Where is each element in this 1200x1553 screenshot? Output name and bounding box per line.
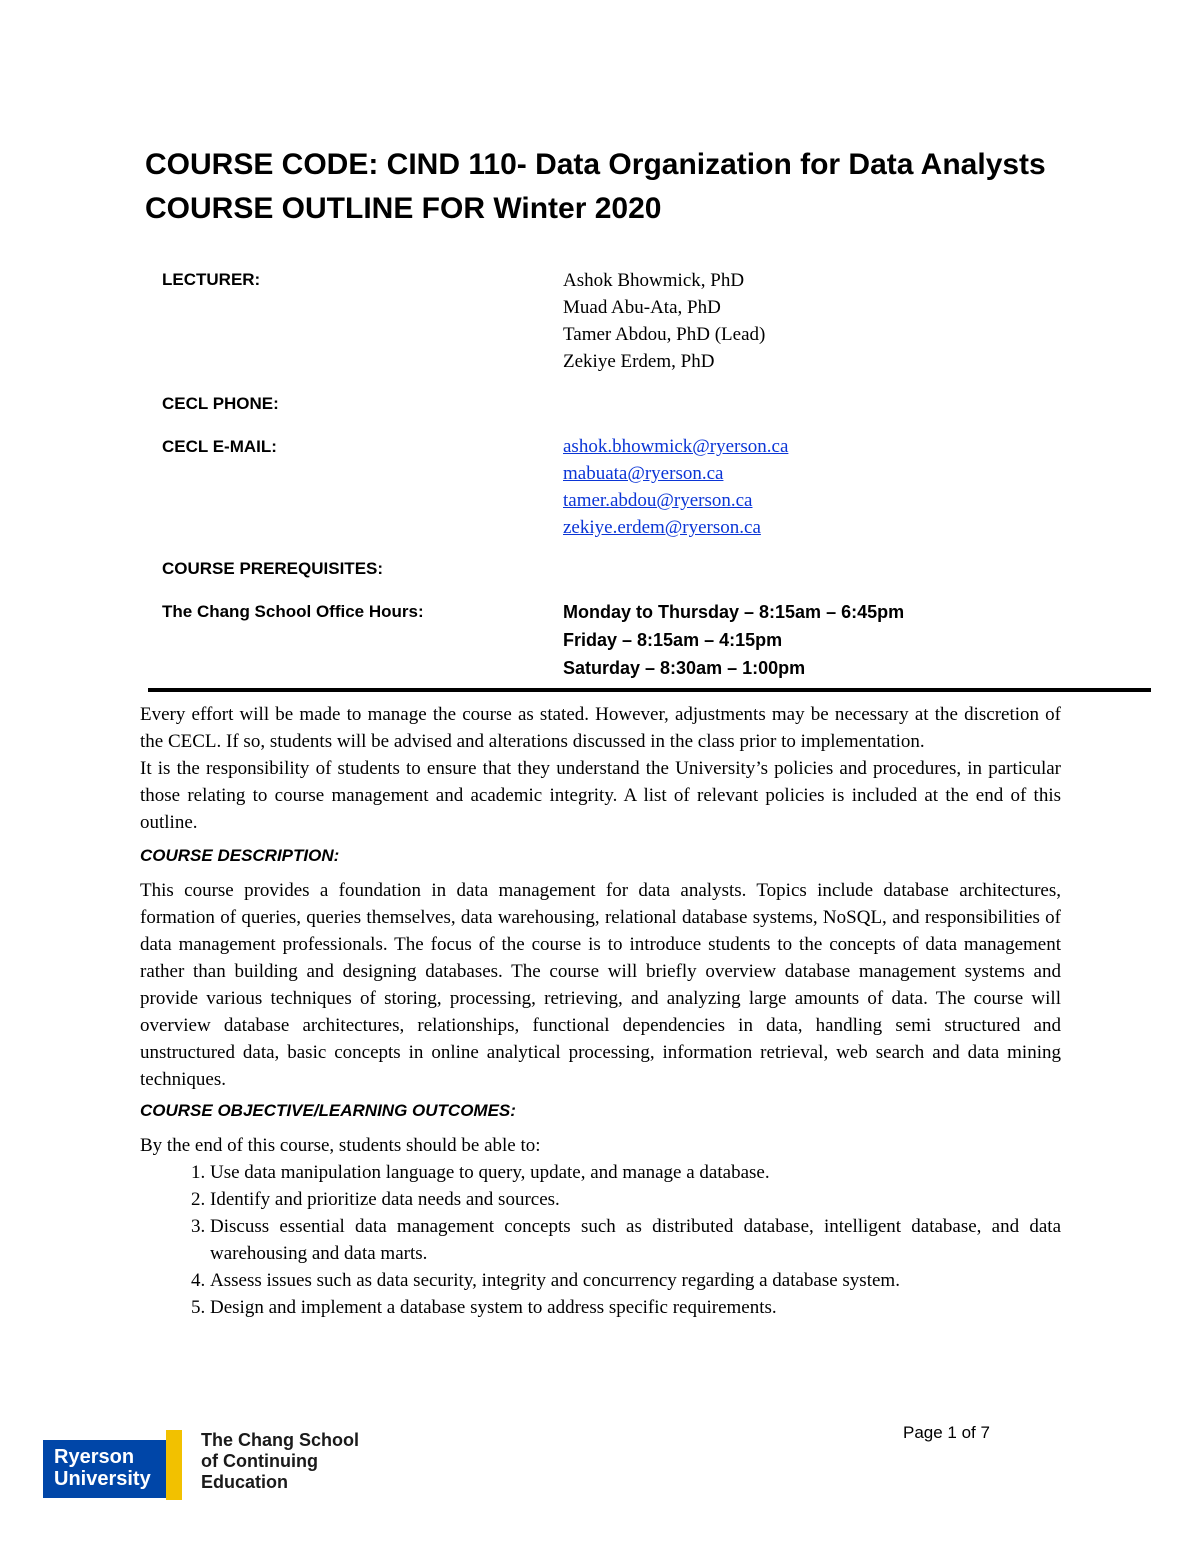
office-hours-line: Friday – 8:15am – 4:15pm — [563, 630, 783, 650]
course-code-title: COURSE CODE: CIND 110- Data Organization for Data Analysts — [145, 148, 1046, 181]
document-body — [140, 701, 1061, 1321]
logo-accent-bar — [166, 1430, 182, 1500]
outcome-item: 3. Discuss essential data management concepts such as distributed database, intelligent database, and data warehousing and data marts. — [210, 1213, 1061, 1267]
email-list — [563, 433, 788, 541]
email-link[interactable]: mabuata@ryerson.ca — [563, 463, 724, 484]
lecturer-name: Tamer Abdou, PhD (Lead) — [563, 324, 766, 345]
description-heading: COURSE DESCRIPTION: — [140, 846, 340, 865]
page-number: Page 1 of 7 — [903, 1423, 990, 1442]
prerequisites-label: COURSE PREREQUISITES: — [162, 559, 384, 578]
logo-line: Ryerson — [54, 1446, 135, 1468]
school-name — [201, 1430, 359, 1493]
school-name-line: of Continuing — [201, 1451, 318, 1471]
email-label: CECL E-MAIL: — [162, 437, 277, 456]
outcome-item: 4. Assess issues such as data security, integrity and concurrency regarding a database system. — [210, 1267, 1061, 1294]
lecturer-name: Muad Abu-Ata, PhD — [563, 297, 721, 318]
email-link[interactable]: ashok.bhowmick@ryerson.ca — [563, 436, 789, 457]
email-link[interactable]: zekiye.erdem@ryerson.ca — [563, 517, 761, 538]
lecturer-label: LECTURER: — [162, 270, 261, 289]
office-hours-label: The Chang School Office Hours: — [162, 602, 424, 621]
lecturer-list — [563, 267, 765, 375]
outcome-item: 2. Identify and prioritize data needs and sources. — [210, 1186, 1061, 1213]
outcomes-heading: COURSE OBJECTIVE/LEARNING OUTCOMES: — [140, 1101, 516, 1120]
policy-notice: It is the responsibility of students to ensure that they understand the University’s policies and procedures, in particular those relating to course management and academic integrity. A list of relevant policies is included at the end of this outline. — [140, 758, 1061, 833]
office-hours-line: Saturday – 8:30am – 1:00pm — [563, 658, 806, 678]
ryerson-logo — [43, 1440, 178, 1498]
outcome-item: 1. Use data manipulation language to query, update, and manage a database. — [210, 1159, 1061, 1186]
phone-label: CECL PHONE: — [162, 394, 279, 413]
document-title — [145, 143, 1046, 231]
lecturer-name: Zekiye Erdem, PhD — [563, 351, 715, 372]
lecturer-name: Ashok Bhowmick, PhD — [563, 270, 745, 291]
outcomes-list — [140, 1159, 1061, 1321]
office-hours-line: Monday to Thursday – 8:15am – 6:45pm — [563, 602, 905, 622]
school-name-line: The Chang School — [201, 1430, 360, 1450]
email-link[interactable]: tamer.abdou@ryerson.ca — [563, 490, 753, 511]
office-hours-list — [563, 598, 904, 682]
adjustment-notice: Every effort will be made to manage the course as stated. However, adjustments may be necessary at the discretion of the CECL. If so, students will be advised and alterations discussed in the class prior to implementation. — [140, 704, 1061, 752]
school-name-line: Education — [201, 1472, 289, 1492]
course-description: This course provides a foundation in data management for data analysts. Topics include database architectures, formation of queries, queries themselves, data warehousing, relational database systems, NoSQL, and responsibilities of data management professionals. The focus of the course is to introduce students to the concepts of data management rather than building and designing databases. The course will briefly overview database management systems and provide various techniques of storing, processing, retrieving, and analyzing large amounts of data. The course will overview database architectures, relationships, functional dependencies in data, handling semi structured and unstructured data, basic concepts in online analytical processing, information retrieval, web search and data mining techniques. — [140, 880, 1061, 1090]
logo-line: University — [54, 1468, 151, 1490]
outcome-item: 5. Design and implement a database system to address specific requirements. — [210, 1294, 1061, 1321]
section-divider — [148, 688, 1151, 692]
course-outline-title: COURSE OUTLINE FOR Winter 2020 — [145, 192, 662, 225]
outcomes-intro: By the end of this course, students should be able to: — [140, 1135, 541, 1156]
